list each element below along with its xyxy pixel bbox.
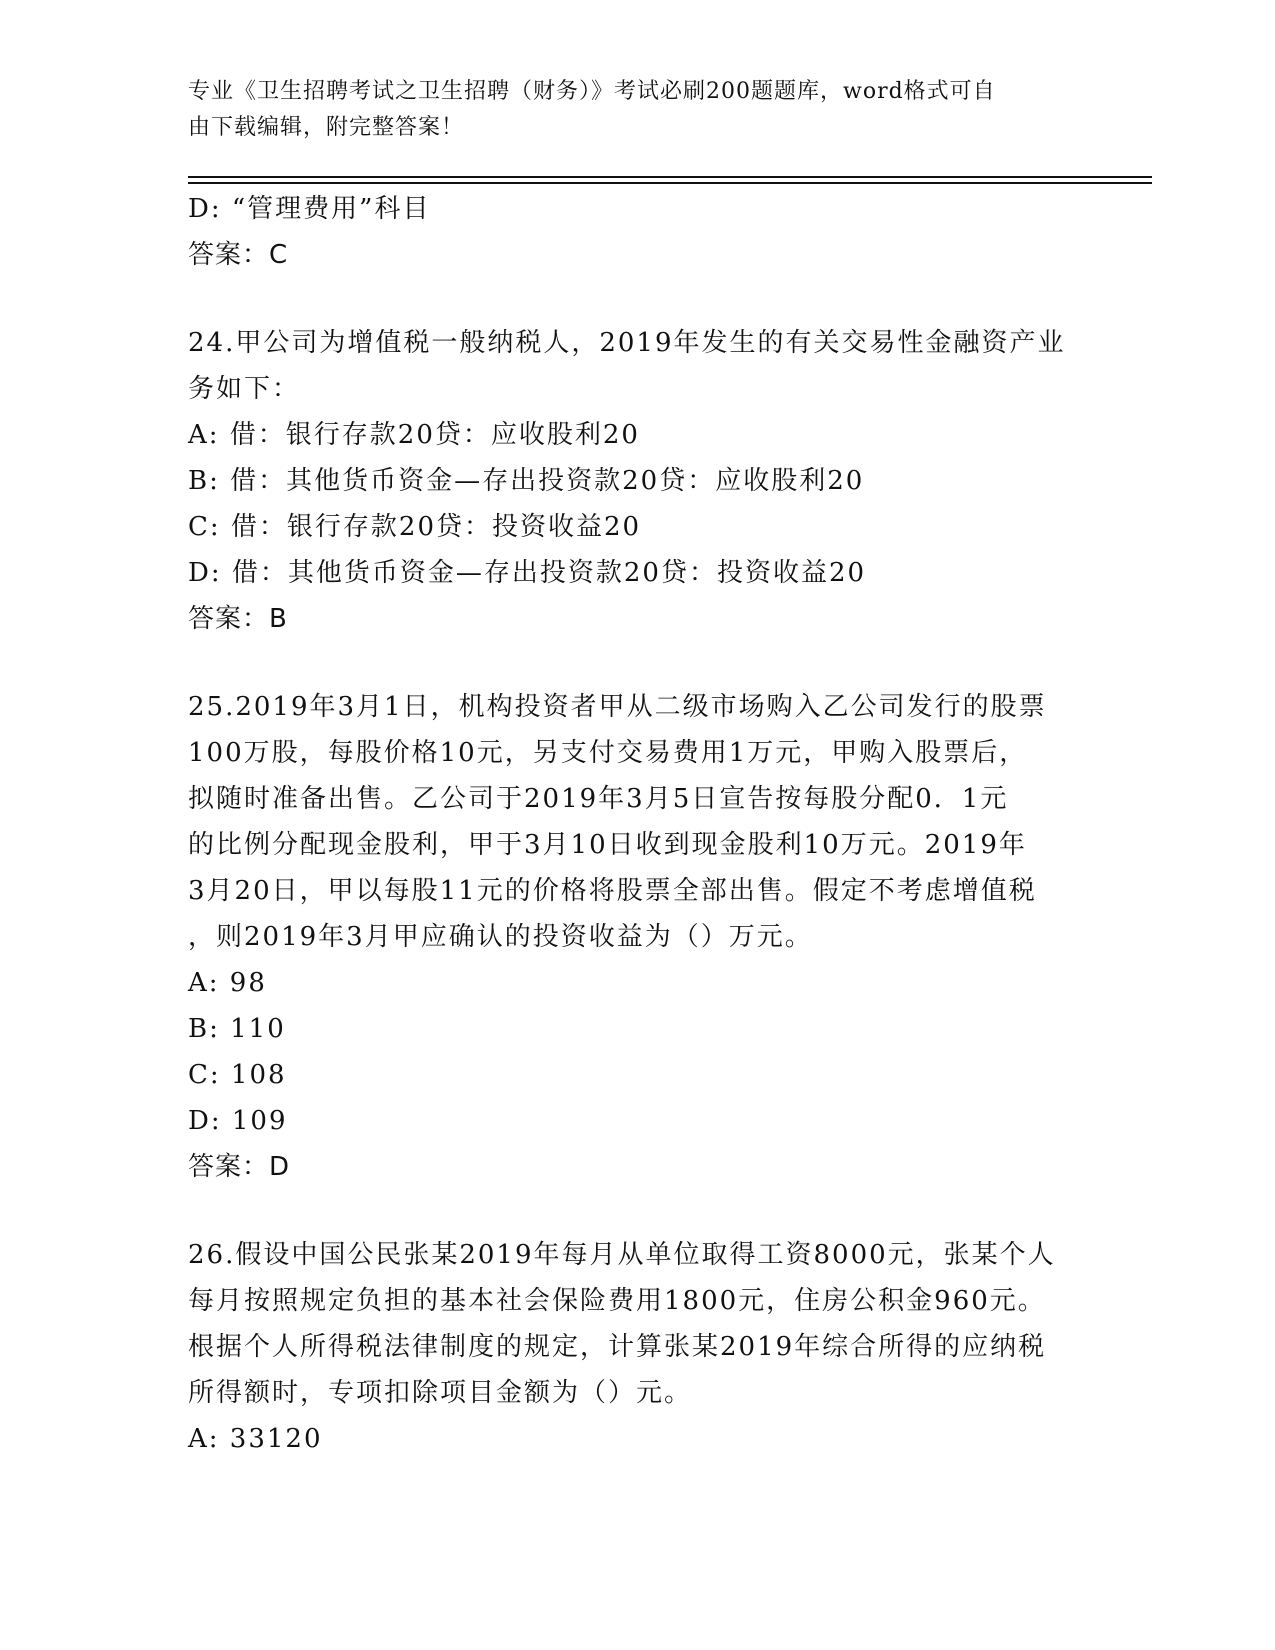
option-c: C: 108 bbox=[188, 1060, 287, 1090]
question-stem-line: 拟随时准备出售。乙公司于2019年3月5日宣告按每股分配0．1元 bbox=[188, 784, 1009, 814]
question-stem-line: 务如下： bbox=[188, 374, 301, 404]
header-divider-top bbox=[188, 176, 1152, 178]
question-stem-line: 100万股，每股价格10元，另支付交易费用1万元，甲购入股票后， bbox=[188, 738, 1028, 768]
answer-line: 答案：C bbox=[188, 240, 289, 270]
question-stem-line: 每月按照规定负担的基本社会保险费用1800元，住房公积金960元。 bbox=[188, 1286, 1046, 1316]
option-a: A: 借：银行存款20贷：应收股利20 bbox=[188, 420, 640, 450]
answer-line: 答案：B bbox=[188, 604, 288, 634]
option-d: D: “管理费用”科目 bbox=[188, 194, 431, 224]
question-stem-line: 的比例分配现金股利，甲于3月10日收到现金股利10万元。2019年 bbox=[188, 830, 1027, 860]
option-b: B: 借：其他货币资金—存出投资款20贷：应收股利20 bbox=[188, 466, 865, 496]
spacer bbox=[188, 1190, 1088, 1232]
previous-question-tail bbox=[188, 186, 1088, 278]
option-a: A: 33120 bbox=[188, 1424, 323, 1454]
question-stem-line: 所得额时，专项扣除项目金额为（）元。 bbox=[188, 1378, 693, 1408]
header-line-2: 由下载编辑，附完整答案！ bbox=[188, 115, 465, 140]
spacer bbox=[188, 642, 1088, 684]
question-stem-line: 26.假设中国公民张某2019年每月从单位取得工资8000元，张某个人 bbox=[188, 1240, 1056, 1270]
question-stem-line: 根据个人所得税法律制度的规定，计算张某2019年综合所得的应纳税 bbox=[188, 1332, 1047, 1362]
spacer bbox=[188, 278, 1088, 320]
question-stem-line: 25.2019年3月1日，机构投资者甲从二级市场购入乙公司发行的股票 bbox=[188, 692, 1047, 722]
question-25 bbox=[188, 684, 1088, 1190]
question-26 bbox=[188, 1232, 1088, 1462]
option-b: B: 110 bbox=[188, 1014, 286, 1044]
document-body bbox=[188, 186, 1088, 1462]
option-d: D: 109 bbox=[188, 1106, 288, 1136]
header-line-1: 专业《卫生招聘考试之卫生招聘（财务）》考试必刷200题题库，word格式可自 bbox=[188, 79, 996, 104]
question-stem-line: ，则2019年3月甲应确认的投资收益为（）万元。 bbox=[188, 922, 813, 952]
header-divider-bottom bbox=[188, 182, 1152, 184]
question-stem-line: 3月20日，甲以每股11元的价格将股票全部出售。假定不考虑增值税 bbox=[188, 876, 1037, 906]
option-c: C: 借：银行存款20贷：投资收益20 bbox=[188, 512, 642, 542]
question-stem-line: 24.甲公司为增值税一般纳税人，2019年发生的有关交易性金融资产业 bbox=[188, 328, 1066, 358]
option-a: A: 98 bbox=[188, 968, 267, 998]
question-24 bbox=[188, 320, 1088, 642]
option-d: D: 借：其他货币资金—存出投资款20贷：投资收益20 bbox=[188, 558, 867, 588]
document-header bbox=[188, 74, 1068, 146]
answer-line: 答案：D bbox=[188, 1152, 291, 1182]
